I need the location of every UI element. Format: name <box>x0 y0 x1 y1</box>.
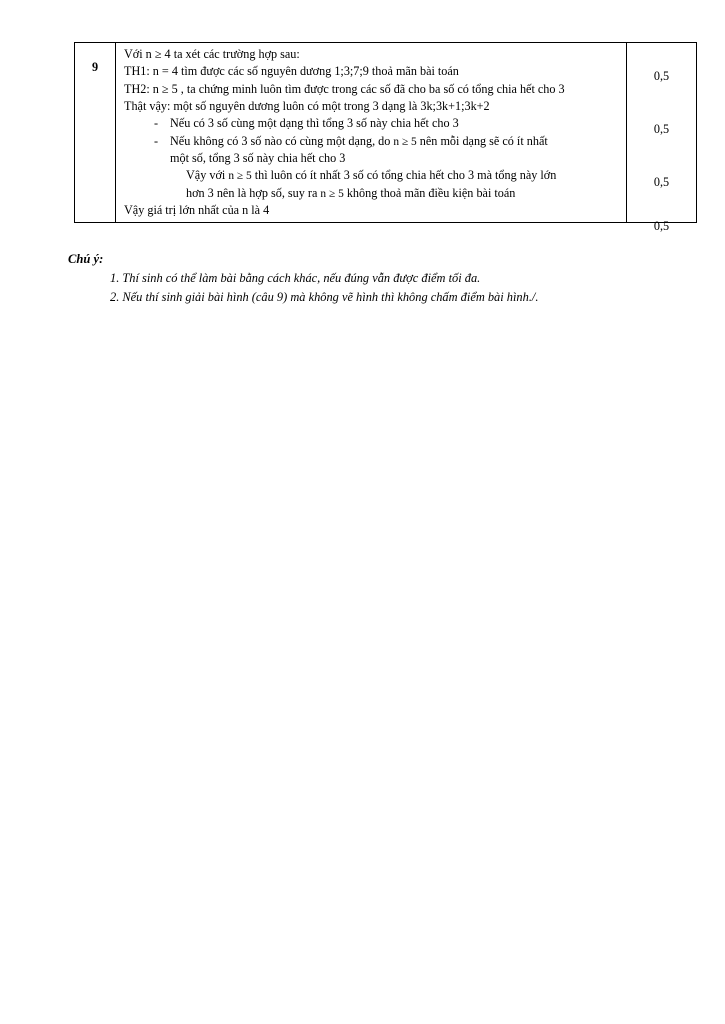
bullet-2-part2: nên mỗi dạng sẽ có ít nhất <box>419 133 548 148</box>
conclusion-a-part1: Vậy với <box>186 168 226 183</box>
note-item-2: 2. Nếu thí sinh giải bài hình (câu 9) mà không vẽ hình thì không chấm điểm bài hình./. <box>110 289 539 304</box>
bullet-item-1-text: Nếu có 3 số cùng một dạng thì tổng 3 số này chia hết cho 3 <box>170 116 459 131</box>
bullet-2-math: n ≥ 5 <box>393 135 417 148</box>
table-row <box>75 43 697 223</box>
conclusion-a-line1 <box>186 167 620 184</box>
score-value-4: 0,5 <box>653 219 670 233</box>
answer-line-fact: Thật vậy: một số nguyên dương luôn có một trong 3 dạng là 3k;3k+1;3k+2 <box>124 98 490 113</box>
conclusion-a-line2 <box>186 185 620 202</box>
conclusion-a-line2-part2: không thoả mãn điều kiện bài toán <box>346 185 516 200</box>
bullet-dash-icon: - <box>154 116 159 131</box>
answer-line-case2: TH2: n ≥ 5 , ta chứng minh luôn tìm được trong các số đã cho ba số có tổng chia hết cho 3 <box>124 81 565 96</box>
bullet-list <box>124 115 620 202</box>
score-cell <box>627 43 697 233</box>
question-number-cell: 9 <box>75 43 116 223</box>
conclusion-a-math1: n ≥ 5 <box>228 170 252 183</box>
note-item-1: 1. Thí sinh có thể làm bài bằng cách khác, nếu đúng vẫn được điểm tối đa. <box>110 271 481 285</box>
answer-body-cell <box>116 43 627 223</box>
bullet-2-line2: một số, tổng 3 số này chia hết cho 3 <box>170 150 346 165</box>
conclusion-a-line2-math: n ≥ 5 <box>320 187 344 200</box>
answer-line-case1: TH1: n = 4 tìm được các số nguyên dương 1;3;7;9 thoả mãn bài toán <box>124 64 459 79</box>
score-value-1: 0,5 <box>653 69 670 83</box>
answer-grading-table <box>74 42 697 233</box>
conclusion-a-part2: thì luôn có ít nhất 3 số có tổng chia hết cho 3 mà tổng này lớn <box>254 168 557 183</box>
answer-line-final: Vậy giá trị lớn nhất của n là 4 <box>124 202 270 217</box>
notes-section <box>68 252 668 306</box>
conclusion-a <box>170 167 620 202</box>
score-value-2: 0,5 <box>653 122 670 136</box>
bullet-dash-icon-2: - <box>154 133 159 148</box>
answer-line-intro: Với n ≥ 4 ta xét các trường hợp sau: <box>124 47 300 61</box>
conclusion-a-line2-part1: hơn 3 nên là hợp số, suy ra <box>186 185 318 200</box>
notes-title: Chú ý: <box>68 252 104 266</box>
bullet-2-part1: Nếu không có 3 số nào có cùng một dạng, do <box>170 133 391 148</box>
bullet-item-2-text <box>170 133 620 202</box>
score-value-3: 0,5 <box>653 175 670 189</box>
bullet-item-2 <box>154 133 620 202</box>
bullet-item-1 <box>154 115 620 132</box>
